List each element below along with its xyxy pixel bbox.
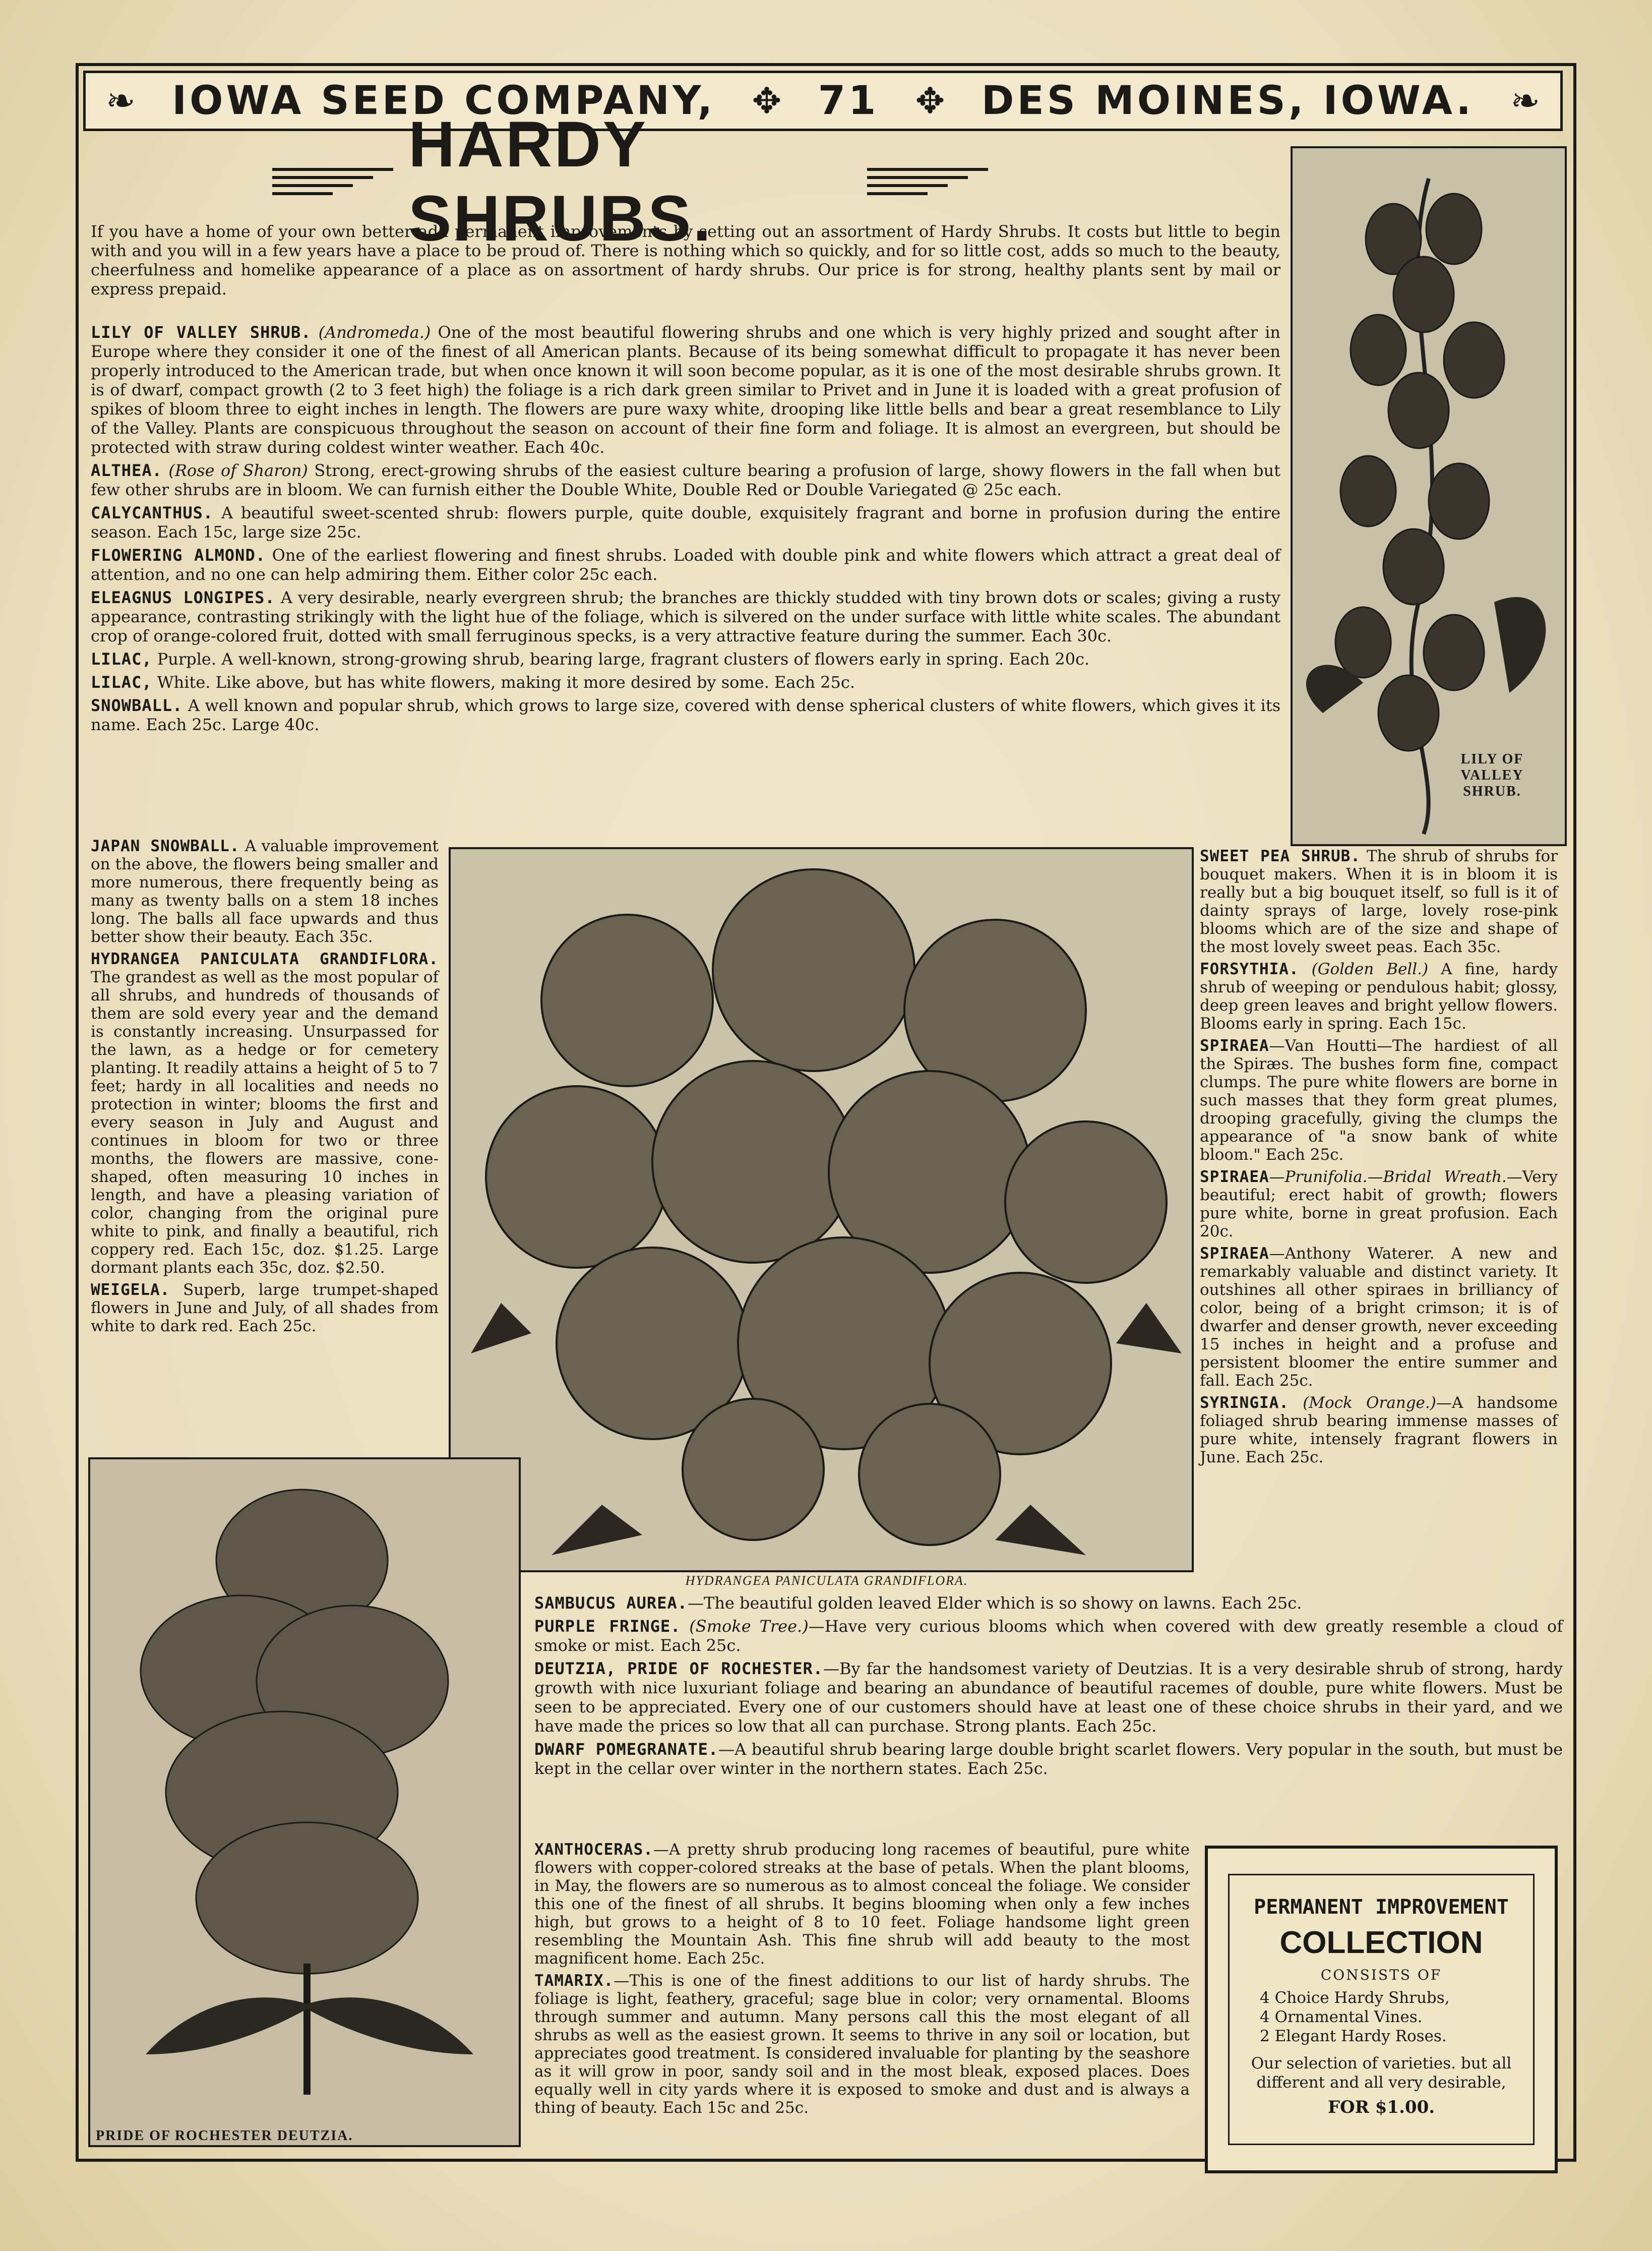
- list-item: SPIRAEA—Van Houtti—The hardiest of all the Spiræs. The bushes form fine, compact clumps. The pure white flowers are borne in such masses that they form great plumes, drooping gracefully, giving the clumps the appearance of "a snow bank of white bloom." Each 25c.: [1200, 1037, 1558, 1164]
- fleuron-icon: ❧: [1510, 80, 1540, 122]
- list-item: LILAC, Purple. A well-known, strong-growing shrub, bearing large, fragrant clusters of flowers early in spring. Each 20c.: [91, 649, 1090, 669]
- right-column: [1200, 847, 1558, 1470]
- intro-text-block: [91, 222, 1280, 303]
- hydrangea-illustration: [449, 847, 1194, 1572]
- list-item: DWARF POMEGRANATE.—A beautiful shrub bearing large double bright scarlet flowers. Very popular in the south, but must be kept in the cellar over winter in the northern states. Each 25c.: [534, 1740, 1563, 1778]
- list-item: 4 Choice Hardy Shrubs,: [1260, 1989, 1450, 2007]
- deutzia-caption: PRIDE OF ROCHESTER DEUTZIA.: [96, 2128, 353, 2144]
- fleuron-icon: ✥: [752, 80, 782, 122]
- list-item: LILY OF VALLEY SHRUB. (Andromeda.) One of the most beautiful flowering shrubs and one which is very highly prized and sought after in Europe where they consider it one of the finest of all American plants. Because of its being somewhat difficult to propagate it has never been properly introduced to the American trade, but when once known it will soon become popular, as it is one of the most desirable shrubs grown. It is of dwarf, compact growth (2 to 3 feet high) the foliage is a rich dark green similar to Privet and in June it is loaded with a great profusion of spikes of bloom three to eight inches in length. The flowers are pure waxy white, drooping like little bells and bear a great resemblance to Lily of the Valley. Plants are conspicuous throughout the season on account of their fine form and foliage. It is almost an evergreen, but should be protected with straw during coldest winter weather. Each 40c.: [91, 323, 1281, 457]
- list-item: SPIRAEA—Anthony Waterer. A new and remarkably valuable and distinct variety. It outshines all other spiraes in brilliancy of color, being of a bright crimson; it is of dwarfer and denser growth, never exceeding 15 inches in height and a profuse and persistent bloomer the entire summer and fall. Each 25c.: [1200, 1245, 1558, 1390]
- fleuron-icon: ❧: [106, 80, 136, 122]
- list-item: TAMARIX.—This is one of the finest additions to our list of hardy shrubs. The foliage is light, feathery, graceful; sage blue in color; very ornamental. Blooms through summer and autumn. Many persons call this the most elegant of all shrubs as well as the easiest grown. It seems to thrive in any soil or location, but appreciates good treatment. Is considered invaluable for planting by the seashore as it will grow in poor, sandy soil and in the most bleak, exposed places. Does equally well in city yards where it is exposed to smoke and dust and is always a thing of beauty. Each 15c and 25c.: [534, 1972, 1190, 2117]
- list-item: SPIRAEA—Prunifolia.—Bridal Wreath.—Very beautiful; erect habit of growth; flowers pure white, borne in great profusion. Each 20c.: [1200, 1168, 1558, 1240]
- list-item: HYDRANGEA PANICULATA GRANDIFLORA. The grandest as well as the most popular of all shrubs, and hundreds of thousands of them are sold every year and the demand is constantly increasing. Unsurpassed for the lawn, as a hedge or for cemetery planting. It readily attains a height of 5 to 7 feet; hardy in all localities and needs no protection in winter; blooms the first and every season in July and August and continues in bloom for two or three months, the flowers are massive, cone-shaped, often measuring 10 inches in length, and have a pleasing variation of color, changing from the original pure white to pink, and finally a beautiful, rich coppery red. Each 15c, doz. $1.25. Large dormant plants each 35c, doz. $2.50.: [91, 950, 439, 1277]
- title-bar: [272, 108, 988, 255]
- list-item: ELEAGNUS LONGIPES. A very desirable, nearly evergreen shrub; the branches are thickly studded with tiny brown dots or scales; giving a rusty appearance, contrasting strikingly with the light hue of the foliage, which is silvered on the under surface with little white scales. The abundant crop of orange-colored fruit, dotted with small ferruginous specks, is a very attractive feature during the summer. Each 30c.: [91, 588, 1281, 645]
- list-item: PURPLE FRINGE. (Smoke Tree.)—Have very curious blooms which when covered with dew greatly resemble a cloud of smoke or mist. Each 25c.: [534, 1617, 1563, 1655]
- collection-heading: PERMANENT IMPROVEMENT: [1254, 1895, 1509, 1919]
- deutzia-illustration: [88, 1457, 521, 2147]
- list-item: ALTHEA. (Rose of Sharon) Strong, erect-growing shrubs of the easiest culture bearing a profusion of large, showy flowers in the fall when but few other shrubs are in bloom. We can furnish either the Double White, Double Red or Double Variegated @ 25c each.: [91, 461, 1281, 499]
- entries-block: [91, 323, 1280, 738]
- intro-paragraph: If you have a home of your own better add permanent improvements by setting out an assortment of Hardy Shrubs. It costs but little to begin with and you will in a few years have a place to be proud of. There is nothing which so quickly, and for so little cost, adds so much to the beauty, cheerfulness and homelike appearance of a place as on assortment of hardy shrubs. Our price is for strong, healthy plants sent by mail or express prepaid.: [91, 222, 1280, 299]
- list-item: SAMBUCUS AUREA.—The beautiful golden leaved Elder which is so showy on lawns. Each 25c.: [534, 1593, 1302, 1613]
- left-column: [91, 837, 439, 1339]
- collection-price: FOR $1.00.: [1327, 2097, 1435, 2117]
- list-item: DEUTZIA, PRIDE OF ROCHESTER.—By far the handsomest variety of Deutzias. It is a very desirable shrub of strong, hardy growth with nice luxuriant foliage and bearing an abundance of beautiful racemes of double, pure white flowers. Must be seen to be appreciated. Every one of our customers should have at least one of these choice shrubs in their yard, and we have made the prices so low that all can purchase. Strong plants. Each 25c.: [534, 1659, 1563, 1736]
- page-title: HARDY SHRUBS.: [408, 108, 713, 255]
- lily-caption: LILY OF VALLEY SHRUB.: [1460, 751, 1524, 799]
- list-item: SYRINGIA. (Mock Orange.)—A handsome foliaged shrub bearing immense masses of pure white, intensely fragrant flowers in June. Each 25c.: [1200, 1394, 1558, 1466]
- title-rule-left: [272, 168, 393, 195]
- list-item: LILAC, White. Like above, but has white flowers, making it more desired by some. Each 25c.: [91, 673, 855, 692]
- hydrangea-caption: HYDRANGEA PANICULATA GRANDIFLORA.: [685, 1573, 968, 1588]
- page-number: 71: [818, 78, 879, 124]
- collection-subtitle: CONSISTS OF: [1320, 1967, 1442, 1983]
- title-rule-right: [867, 168, 988, 195]
- list-item: WEIGELA. Superb, large trumpet-shaped flowers in June and July, of all shades from white to dark red. Each 25c.: [91, 1281, 439, 1335]
- list-item: XANTHOCERAS.—A pretty shrub producing long racemes of beautiful, pure white flowers with copper-colored streaks at the base of petals. When the plant blooms, in May, the flowers are so numerous as to almost conceal the foliage. We consider this one of the finest of all shrubs. It begins blooming when only a few inches high, but grows to a height of 8 to 10 feet. Foliage handsome light green resembling the Mountain Ash. This fine shrub will add beauty to the most magnificent home. Each 25c.: [534, 1841, 1190, 1968]
- company-name: IOWA SEED COMPANY,: [172, 78, 716, 124]
- list-item: FORSYTHIA. (Golden Bell.) A fine, hardy shrub of weeping or pendulous habit; glossy, deep green leaves and bright yellow flowers. Blooms early in spring. Each 15c.: [1200, 960, 1558, 1033]
- list-item: FLOWERING ALMOND. One of the earliest flowering and finest shrubs. Loaded with double pink and white flowers which attract a great deal of attention, and no one can help admiring them. Either color 25c each.: [91, 546, 1281, 584]
- fleuron-icon: ✥: [915, 80, 945, 122]
- collection-offer-box: [1205, 1846, 1558, 2173]
- collection-title: COLLECTION: [1279, 1925, 1483, 1960]
- list-item: 4 Ornamental Vines.: [1260, 2008, 1423, 2026]
- collection-items: [1260, 1988, 1518, 2046]
- company-location: DES MOINES, IOWA.: [981, 78, 1474, 124]
- bottom-narrow-block: [534, 1841, 1190, 2121]
- list-item: CALYCANTHUS. A beautiful sweet-scented shrub: flowers purple, quite double, exquisitely fragrant and borne in profusion during the entire season. Each 15c, large size 25c.: [91, 503, 1281, 542]
- collection-inner-border: [1228, 1874, 1535, 2145]
- collection-note: Our selection of varieties. but all different and all very desirable,: [1251, 2054, 1512, 2092]
- bottom-text-block: [534, 1593, 1563, 1782]
- list-item: JAPAN SNOWBALL. A valuable improvement on the above, the flowers being smaller and more numerous, there frequently being as many as twenty balls on a stem 18 inches long. The balls all face upwards and thus better show their beauty. Each 35c.: [91, 837, 439, 946]
- lily-of-valley-illustration: [1291, 146, 1567, 846]
- list-item: 2 Elegant Hardy Roses.: [1260, 2027, 1447, 2045]
- list-item: SNOWBALL. A well known and popular shrub, which grows to large size, covered with dense spherical clusters of white flowers, which gives it its name. Each 25c. Large 40c.: [91, 696, 1281, 734]
- list-item: SWEET PEA SHRUB. The shrub of shrubs for bouquet makers. When it is in bloom it is really but a big bouquet itself, so full is it of dainty sprays of large, lovely rose-pink blooms which are of the size and shape of the most lovely sweet peas. Each 35c.: [1200, 847, 1558, 956]
